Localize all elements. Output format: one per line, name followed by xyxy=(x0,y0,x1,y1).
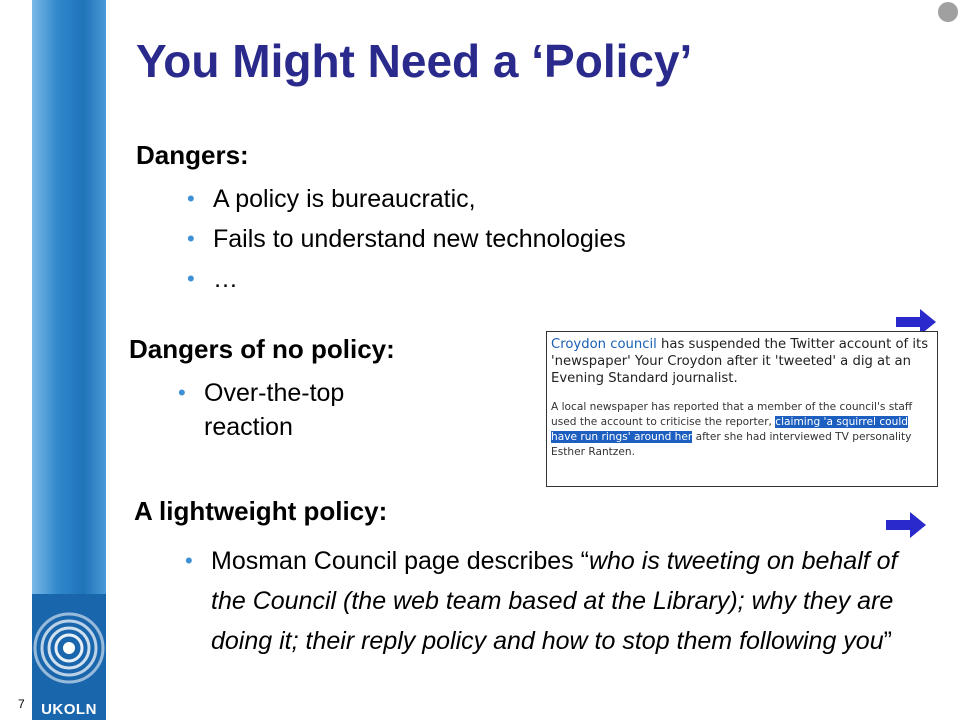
highlighted-quote: claiming 'a squirrel could have run rings' around her xyxy=(551,416,909,443)
bullet-icon: • xyxy=(185,548,193,573)
corner-dot xyxy=(938,2,958,22)
slide-title: You Might Need a ‘Policy’ xyxy=(136,35,693,87)
dangers-heading: Dangers: xyxy=(136,140,249,170)
list-item: • Fails to understand new technologies xyxy=(187,219,626,259)
bullet-icon: • xyxy=(187,266,195,291)
bullet-icon: • xyxy=(187,186,195,211)
ukoln-logo xyxy=(32,594,106,720)
dangers-no-policy-heading: Dangers of no policy: xyxy=(129,334,395,364)
list-item: • A policy is bureaucratic, xyxy=(187,179,626,219)
news-clipping xyxy=(546,331,938,487)
list-item: • Over-the-top reaction xyxy=(178,376,344,444)
dangers-no-policy-list xyxy=(178,376,344,444)
logo-text: UKOLN xyxy=(41,701,97,718)
ukoln-eye-icon xyxy=(32,598,106,698)
slide-number: 7 xyxy=(18,697,25,711)
dangers-list xyxy=(187,179,626,299)
news-body: A local newspaper has reported that a member of the council's staff used the account to criticise the reporter, claiming 'a squirrel could have run rings' around her after she had interviewed TV personality Esther Rantzen. xyxy=(551,401,913,458)
bullet-icon: • xyxy=(178,380,186,405)
sidebar-bar xyxy=(32,0,106,594)
news-lead: Croydon council has suspended the Twitter account of its 'newspaper' Your Croydon after it 'tweeted' a dig at an Evening Standard journalist. xyxy=(551,337,929,386)
list-item: • Mosman Council page describes “who is tweeting on behalf of the Council (the web team based at the Library); why they are doing it; their reply policy and how to stop them following you” xyxy=(185,541,925,661)
croydon-council-link[interactable]: Croydon council xyxy=(551,337,657,352)
arrow-right-icon[interactable] xyxy=(886,512,926,538)
list-item: • … xyxy=(187,259,626,299)
lightweight-policy-heading: A lightweight policy: xyxy=(134,496,388,526)
bullet-icon: • xyxy=(187,226,195,251)
lightweight-list xyxy=(185,541,925,661)
